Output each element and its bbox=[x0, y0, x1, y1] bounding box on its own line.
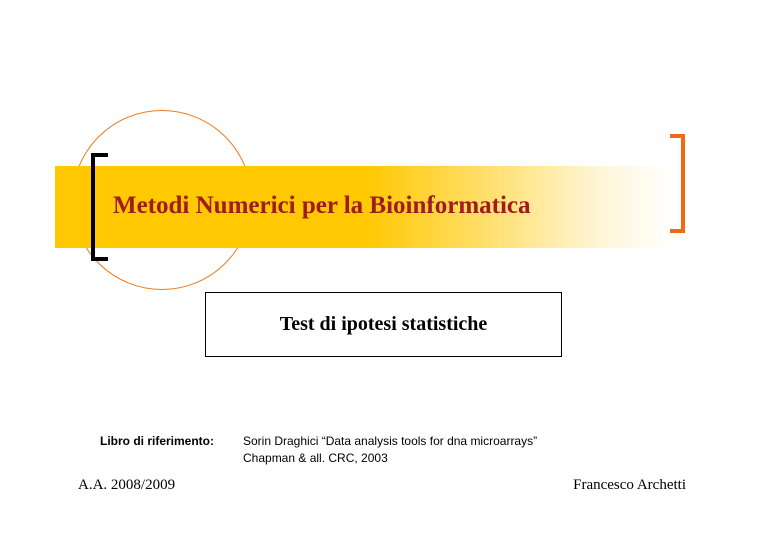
subtitle-box bbox=[205, 292, 562, 357]
reference-label: Libro di riferimento: bbox=[100, 434, 214, 448]
slide-subtitle: Test di ipotesi statistiche bbox=[279, 313, 488, 335]
author-name: Francesco Archetti bbox=[573, 477, 686, 493]
reference-line-2: Chapman & all. CRC, 2003 bbox=[243, 451, 388, 465]
reference-line-1: Sorin Draghici “Data analysis tools for dna microarrays” bbox=[243, 434, 538, 448]
right-bracket-decoration bbox=[670, 134, 685, 233]
left-bracket-decoration bbox=[91, 153, 108, 261]
academic-year: A.A. 2008/2009 bbox=[78, 477, 176, 493]
slide-title: Metodi Numerici per la Bioinformatica bbox=[113, 192, 531, 219]
